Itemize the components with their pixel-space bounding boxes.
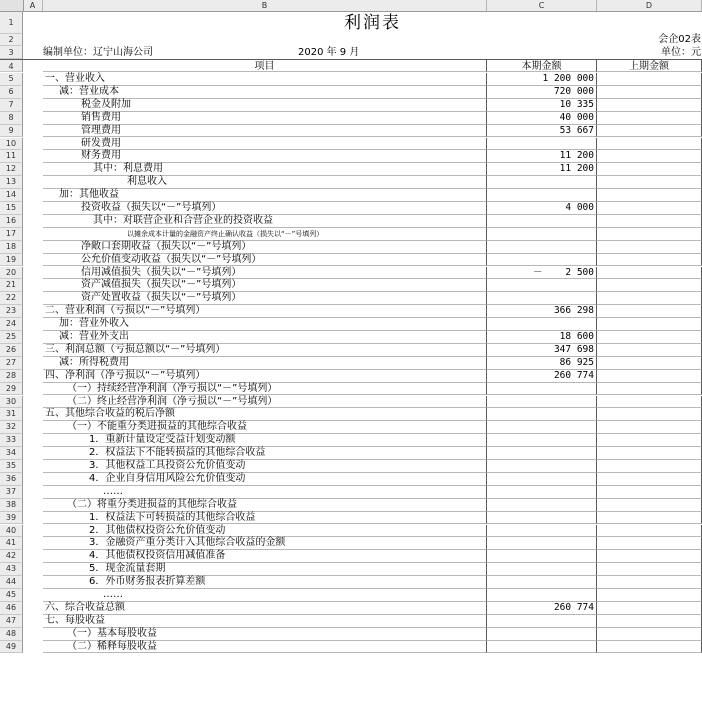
current-amount-cell[interactable] [487,615,597,628]
table-row [0,99,702,112]
previous-amount-cell[interactable] [597,421,702,434]
item-label[interactable]: 管理费用 [43,125,487,138]
item-label[interactable]: 加：营业外收入 [43,318,487,331]
column-header-c[interactable]: C [487,0,597,11]
previous-amount-cell[interactable] [597,434,702,447]
current-amount-cell[interactable] [487,344,597,357]
item-label[interactable]: …… [43,486,487,499]
row-number[interactable]: 31 [0,408,23,421]
current-amount-cell[interactable] [487,125,597,138]
item-label[interactable]: （二）稀释每股收益 [43,641,487,654]
table-row [0,357,702,370]
current-amount-value: 86 925 [559,356,594,368]
table-row [0,267,702,280]
row-number[interactable]: 10 [0,138,23,151]
current-amount-cell[interactable] [487,563,597,576]
previous-amount-cell[interactable] [597,550,702,563]
item-label[interactable]: 4．其他债权投资信用减值准备 [43,550,487,563]
item-label[interactable]: 3．其他权益工具投资公允价值变动 [43,460,487,473]
previous-amount-cell[interactable] [597,138,702,151]
table-row [0,163,702,176]
row-number[interactable]: 29 [0,383,23,396]
row-number[interactable]: 24 [0,318,23,331]
row-number[interactable]: 18 [0,241,23,254]
item-label[interactable]: （一）不能重分类进损益的其他综合收益 [43,421,487,434]
item-label[interactable]: （一）持续经营净利润（净亏损以“－”号填列） [43,383,487,396]
previous-amount-cell[interactable] [597,370,702,383]
item-label[interactable]: 4．企业自身信用风险公允价值变动 [43,473,487,486]
table-row [0,615,702,628]
row-number[interactable]: 45 [0,589,23,602]
table-row [0,112,702,125]
row-number[interactable]: 27 [0,357,23,370]
current-amount-cell[interactable] [487,525,597,538]
table-row [0,602,702,615]
row-number[interactable]: 22 [0,292,23,305]
current-amount-cell[interactable] [487,150,597,163]
previous-amount-cell[interactable] [597,499,702,512]
row-number[interactable]: 32 [0,421,23,434]
column-header-d[interactable]: D [597,0,702,11]
current-amount-cell[interactable] [487,241,597,254]
previous-amount-cell[interactable] [597,305,702,318]
row-number[interactable]: 47 [0,615,23,628]
previous-amount-cell[interactable] [597,383,702,396]
table-row [0,215,702,228]
previous-amount-cell[interactable] [597,292,702,305]
previous-amount-cell[interactable] [597,447,702,460]
current-amount-cell[interactable] [487,176,597,189]
previous-amount-cell[interactable] [597,241,702,254]
item-label[interactable]: 六、综合收益总额 [43,602,487,615]
table-row [0,241,702,254]
sheet-row [0,12,702,34]
item-label[interactable]: 减：营业成本 [43,86,487,99]
item-label[interactable]: 加：其他收益 [43,189,487,202]
previous-amount-cell[interactable] [597,163,702,176]
table-row [0,344,702,357]
current-amount-cell[interactable] [487,434,597,447]
previous-amount-cell[interactable] [597,357,702,370]
row-number[interactable]: 15 [0,202,23,215]
item-label[interactable]: （一）基本每股收益 [43,628,487,641]
table-row [0,550,702,563]
row-number[interactable]: 17 [0,228,23,241]
current-amount-cell[interactable] [487,576,597,589]
table-row [0,499,702,512]
table-row [0,512,702,525]
previous-amount-cell[interactable] [597,112,702,125]
row-number[interactable]: 36 [0,473,23,486]
current-amount-value: 10 335 [559,98,594,110]
item-label[interactable]: 信用减值损失（损失以“－”号填列） [43,267,487,280]
item-label[interactable]: 3．金融资产重分类计入其他综合收益的金额 [43,537,487,550]
item-label[interactable]: 财务费用 [43,150,487,163]
previous-amount-cell[interactable] [597,267,702,280]
current-amount-cell[interactable] [487,86,597,99]
row-number[interactable]: 20 [0,267,23,280]
current-amount-value: 347 698 [553,343,594,355]
item-label[interactable]: 1．权益法下可转损益的其他综合收益 [43,512,487,525]
row-number[interactable]: 19 [0,254,23,267]
previous-amount-cell[interactable] [597,460,702,473]
current-amount-value: 11 200 [559,163,594,175]
row-number[interactable]: 43 [0,563,23,576]
previous-amount-cell[interactable] [597,228,702,241]
previous-amount-cell[interactable] [597,602,702,615]
table-row [0,628,702,641]
current-amount-cell[interactable] [487,602,597,615]
row-number[interactable]: 4 [0,60,23,72]
previous-amount-cell[interactable] [597,318,702,331]
row-number[interactable]: 12 [0,163,23,176]
row-number[interactable]: 35 [0,460,23,473]
current-amount-cell[interactable] [487,202,597,215]
current-amount-value: 720 000 [553,85,594,97]
current-amount-cell[interactable] [487,550,597,563]
current-amount-cell[interactable] [487,331,597,344]
current-amount-value: 18 600 [559,331,594,342]
row-number[interactable]: 41 [0,537,23,550]
current-amount-cell[interactable] [487,512,597,525]
previous-amount-cell[interactable] [597,150,702,163]
table-row [0,473,702,486]
previous-amount-cell[interactable] [597,537,702,550]
row-number[interactable]: 42 [0,550,23,563]
table-row [0,576,702,589]
table-row [0,486,702,499]
table-row [0,537,702,550]
row-number[interactable]: 46 [0,602,23,615]
row-number[interactable]: 6 [0,86,23,99]
column-header-bar [0,0,702,12]
table-row [0,150,702,163]
sheet-row [0,34,702,46]
current-amount-cell[interactable] [487,99,597,112]
current-amount-cell[interactable] [487,628,597,641]
row-number[interactable]: 33 [0,434,23,447]
entity-name: 编制单位：辽宁山海公司 [43,47,153,58]
table-row [0,331,702,344]
table-row [0,318,702,331]
previous-amount-cell[interactable] [597,473,702,486]
current-amount-value: 40 000 [559,111,594,123]
row-number[interactable]: 39 [0,512,23,525]
row-number[interactable]: 37 [0,486,23,499]
table-row [0,254,702,267]
current-amount-cell[interactable] [487,318,597,331]
row-number[interactable]: 5 [0,73,23,86]
select-all-corner[interactable] [0,0,24,11]
previous-amount-cell[interactable] [597,215,702,228]
item-label[interactable]: （二）将重分类进损益的其他综合收益 [43,499,487,512]
previous-amount-cell[interactable] [597,344,702,357]
previous-amount-cell[interactable] [597,486,702,499]
report-title: 利润表 [344,13,401,33]
row-number[interactable]: 49 [0,641,23,654]
table-row [0,370,702,383]
row-number[interactable]: 44 [0,576,23,589]
current-amount-cell[interactable] [487,357,597,370]
current-amount-value: 260 774 [553,601,594,613]
row-number[interactable]: 28 [0,370,23,383]
previous-amount-cell[interactable] [597,641,702,654]
current-amount-cell[interactable] [487,486,597,499]
table-row [0,176,702,189]
previous-amount-cell[interactable] [597,99,702,112]
current-amount-cell[interactable] [487,163,597,176]
row-number[interactable]: 23 [0,305,23,318]
item-label[interactable]: （二）终止经营净利润（净亏损以“－”号填列） [43,396,487,409]
table-row [0,641,702,654]
item-label[interactable]: 三、利润总额（亏损总额以“－”号填列） [43,344,487,357]
item-label[interactable]: 5．现金流量套期 [43,563,487,576]
table-row [0,279,702,292]
previous-amount-cell[interactable] [597,189,702,202]
previous-amount-cell[interactable] [597,125,702,138]
row-number[interactable]: 13 [0,176,23,189]
current-amount-cell[interactable] [487,112,597,125]
previous-amount-cell[interactable] [597,396,702,409]
current-amount-cell[interactable] [487,589,597,602]
table-row [0,563,702,576]
table-row [0,421,702,434]
item-label[interactable]: 6．外币财务报表折算差额 [43,576,487,589]
current-amount-value: 11 200 [559,150,594,162]
item-label[interactable]: 税金及附加 [43,99,487,112]
row-number[interactable]: 25 [0,331,23,344]
current-amount-cell[interactable] [487,499,597,512]
table-row [0,447,702,460]
table-row [0,525,702,538]
item-label[interactable]: 资产处置收益（损失以“－”号填列） [43,292,487,305]
table-row [0,86,702,99]
header-item: 项目 [43,60,487,72]
table-row [0,396,702,409]
item-label[interactable]: 研发费用 [43,138,487,151]
current-amount-cell[interactable] [487,138,597,151]
column-header-b[interactable]: B [43,0,487,11]
item-label[interactable]: 减：营业外支出 [43,331,487,344]
current-amount-cell[interactable] [487,460,597,473]
previous-amount-cell[interactable] [597,279,702,292]
current-amount-cell[interactable] [487,473,597,486]
row-number[interactable]: 8 [0,112,23,125]
row-number[interactable]: 11 [0,150,23,163]
item-label[interactable]: 以摊余成本计量的金融资产终止确认收益（损失以“－”号填列） [43,228,487,241]
row-number[interactable]: 26 [0,344,23,357]
previous-amount-cell[interactable] [597,615,702,628]
row-number[interactable]: 21 [0,279,23,292]
current-amount-cell[interactable] [487,267,597,280]
table-row [0,589,702,602]
current-amount-cell[interactable] [487,215,597,228]
row-number[interactable]: 40 [0,525,23,538]
current-amount-cell[interactable] [487,641,597,654]
row-number[interactable]: 14 [0,189,23,202]
item-label[interactable]: 1．重新计量设定受益计划变动额 [43,434,487,447]
header-current-amount: 本期金额 [487,60,597,72]
row-number[interactable]: 3 [0,46,23,59]
table-row [0,383,702,396]
current-amount-cell[interactable] [487,292,597,305]
row-number[interactable]: 7 [0,99,23,112]
current-amount-value: 53 667 [559,124,594,136]
item-label[interactable]: 净敞口套期收益（损失以“－”号填列） [43,241,487,254]
row-number[interactable]: 34 [0,447,23,460]
item-label[interactable]: 2．其他债权投资公允价值变动 [43,525,487,538]
form-code: 会企02表 [658,34,701,45]
previous-amount-cell[interactable] [597,628,702,641]
current-amount-cell[interactable] [487,279,597,292]
current-amount-cell[interactable] [487,73,597,86]
current-amount-cell[interactable] [487,537,597,550]
row-number[interactable]: 9 [0,125,23,138]
table-row [0,434,702,447]
previous-amount-cell[interactable] [597,331,702,344]
current-amount-cell[interactable] [487,228,597,241]
item-label[interactable]: 一、营业收入 [43,73,487,86]
item-label[interactable]: 其中：对联营企业和合营企业的投资收益 [43,215,487,228]
table-row [0,138,702,151]
current-amount-value: 1 200 000 [542,73,594,84]
current-amount-cell[interactable] [487,383,597,396]
previous-amount-cell[interactable] [597,254,702,267]
table-header-row [0,59,702,72]
row-number[interactable]: 1 [0,12,23,34]
table-row [0,408,702,421]
row-number[interactable]: 48 [0,628,23,641]
table-row [0,202,702,215]
current-amount-value: 366 298 [553,305,594,317]
item-label[interactable]: 2．权益法下不能转损益的其他综合收益 [43,447,487,460]
item-label[interactable]: …… [43,589,487,602]
row-number[interactable]: 2 [0,34,23,46]
item-label[interactable]: 利息收入 [43,176,487,189]
current-amount-cell[interactable] [487,254,597,267]
table-row [0,305,702,318]
table-row [0,460,702,473]
item-label[interactable]: 销售费用 [43,112,487,125]
current-amount-cell[interactable] [487,447,597,460]
item-label[interactable]: 减：所得税费用 [43,357,487,370]
current-amount-cell[interactable] [487,396,597,409]
row-number[interactable]: 16 [0,215,23,228]
item-label[interactable]: 公允价值变动收益（损失以“－”号填列） [43,254,487,267]
table-row [0,125,702,138]
row-number[interactable]: 38 [0,499,23,512]
previous-amount-cell[interactable] [597,73,702,86]
table-row [0,292,702,305]
current-amount-value: 2 500 [565,266,594,278]
column-header-a[interactable]: A [23,0,43,11]
item-label[interactable]: 投资收益（损失以“－”号填列） [43,202,487,215]
item-label[interactable]: 其中：利息费用 [43,163,487,176]
item-label[interactable]: 四、净利润（净亏损以“－”号填列） [43,370,487,383]
previous-amount-cell[interactable] [597,512,702,525]
unit-label: 单位：元 [661,47,701,58]
current-amount-cell[interactable] [487,421,597,434]
item-label[interactable]: 七、每股收益 [43,615,487,628]
current-amount-cell[interactable] [487,408,597,421]
previous-amount-cell[interactable] [597,563,702,576]
negative-sign: － [533,266,543,278]
previous-amount-cell[interactable] [597,176,702,189]
item-label[interactable]: 五、其他综合收益的税后净额 [43,408,487,421]
item-label[interactable]: 二、营业利润（亏损以“－”号填列） [43,305,487,318]
item-label[interactable]: 资产减值损失（损失以“－”号填列） [43,279,487,292]
previous-amount-cell[interactable] [597,86,702,99]
previous-amount-cell[interactable] [597,576,702,589]
previous-amount-cell[interactable] [597,202,702,215]
current-amount-value: 260 774 [553,369,594,381]
row-number[interactable]: 30 [0,396,23,409]
table-row [0,228,702,241]
table-row [0,189,702,202]
current-amount-cell[interactable] [487,189,597,202]
current-amount-cell[interactable] [487,370,597,383]
table-row [0,73,702,86]
current-amount-cell[interactable] [487,305,597,318]
current-amount-value: 4 000 [565,202,594,213]
previous-amount-cell[interactable] [597,525,702,538]
previous-amount-cell[interactable] [597,589,702,602]
previous-amount-cell[interactable] [597,408,702,421]
header-previous-amount: 上期金额 [597,60,702,72]
sheet-row [0,46,702,59]
report-period: 2020 年 9 月 [298,47,360,58]
